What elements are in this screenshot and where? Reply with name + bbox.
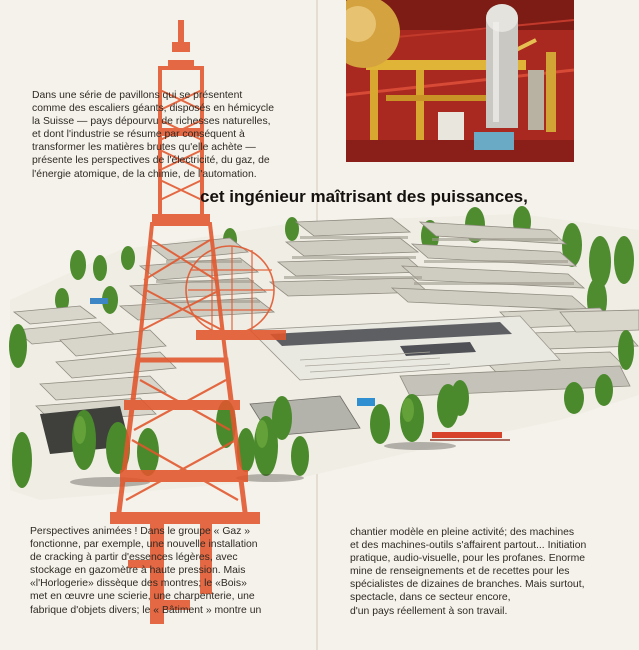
left-column-text: Perspectives animées ! Dans le groupe « Gaz » fonctionne, par exemple, une nouvelle installation de cracking à partir d'essences légères, avec stockage en gazomètre à haute pression. Mais «l'Horlogerie» dissèque des montres; le «Bois» met en œuvre une scierie, une charpenterie, une fabrique d'objets divers; le « Bâtiment » montre un (30, 526, 262, 616)
intro-paragraph: Dans une série de pavillons qui se présentent comme des escaliers géants, disposés en hémicycle la Suisse — pays dépourvu de richesses naturelles, et dont l'industrie se résume par conséquent à transformer les matières brutes qu'elle achète — présente les perspectives de l'électricité, du gaz, de l'énergie atomique, de la chimie, de l'automation. (32, 90, 274, 180)
headline: cet ingénieur maîtrisant des puissances, (200, 187, 528, 206)
right-column-text: chantier modèle en pleine activité; des machines et des machines-outils s'affairent partout... Initiation pratique, audio-visuelle, pour les profanes. Enorme mine de renseignements et de recettes pour les spécialistes de dizaines de branches. Mais surtout, spectacle, dans ce secteur encore, d'un pays réellement à son travail. (350, 527, 587, 617)
